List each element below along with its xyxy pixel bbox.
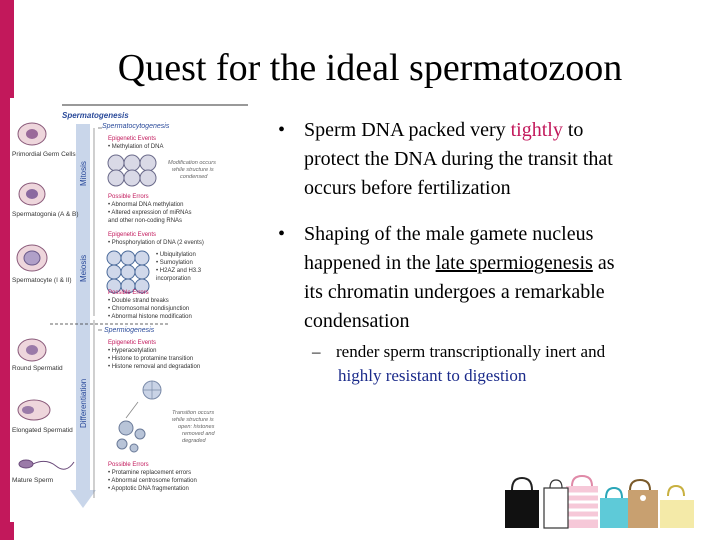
note-1-line-2: while structure is	[172, 167, 214, 173]
bullet-2-line-1	[278, 220, 614, 249]
cell-spermatogonia	[19, 183, 45, 205]
bullet-dot-icon: •	[278, 119, 286, 141]
stage-label-primordial: Primordial Germ Cells	[12, 151, 76, 158]
cyan-bag-icon	[600, 488, 628, 528]
sub-bullet-line-2: highly resistant to digestion	[338, 366, 527, 385]
phase-label-mitosis: Mitosis	[79, 161, 88, 186]
note-1-line-1: Modification occurs	[168, 160, 216, 166]
sub-bullet-text-1: render sperm transcriptionally inert and	[336, 342, 606, 361]
bullet-dot-icon: •	[278, 223, 286, 245]
chromatin-transition	[117, 381, 161, 452]
stage-label-spermatocyte: Spermatocyte (I & II)	[12, 277, 72, 284]
section-spermiogenesis: Spermiogenesis	[104, 327, 155, 334]
bullet-1-line-2: protect the DNA during the transit that	[304, 148, 613, 170]
sub-bullet-line-1	[278, 340, 605, 364]
brown-bag-icon	[628, 480, 658, 528]
bullet-1-line-1	[278, 116, 613, 145]
shopping-bags-decoration	[500, 472, 702, 534]
note-2-line-2: while structure is	[172, 417, 214, 423]
cell-spermatocyte	[17, 245, 47, 271]
bullet-2-line-3: its chromatin undergoes a remarkable	[304, 281, 605, 303]
cell-round-spermatid	[18, 339, 46, 361]
possible-errors-2-item-1: • Double strand breaks	[108, 298, 169, 304]
note-1-line-3: condensed	[180, 174, 208, 180]
bullet-1-highlight: tightly	[510, 119, 563, 141]
black-bag-icon	[505, 478, 539, 528]
possible-errors-2-item-2: • Chromosomal nondisjunction	[108, 306, 190, 312]
epigenetic-events-3-item-3: • Histone removal and degradation	[108, 364, 201, 370]
chromatin-cluster-1	[108, 155, 156, 186]
epigenetic-events-2-item-1: • Phosphorylation of DNA (2 events)	[108, 240, 204, 246]
bullet-2-line-4: condensation	[304, 310, 410, 332]
stage-label-mature-sperm: Mature Sperm	[12, 477, 54, 484]
figure-header: Spermatogenesis	[62, 111, 129, 120]
bullet-2	[278, 220, 614, 336]
note-2-line-1: Transition occurs	[172, 410, 215, 416]
pink-bag-icon	[566, 476, 598, 528]
epigenetic-events-3-item-1: • Hyperacetylation	[108, 348, 157, 354]
bullet-1	[278, 116, 613, 203]
yellow-bag-icon	[660, 486, 694, 528]
note-2-line-5: degraded	[182, 438, 206, 444]
epigenetic-events-2-item-4: • H2AZ and H3.3	[156, 268, 202, 274]
bullet-2-text: Shaping of the male gamete nucleus	[304, 223, 594, 245]
bullet-2-underlined: late spermiogenesis	[435, 252, 593, 274]
bullet-2-line-2	[278, 249, 614, 278]
epigenetic-events-3-item-2: • Histone to protamine transition	[108, 356, 194, 362]
possible-errors-3-item-3: • Apoptotic DNA fragmentation	[108, 486, 189, 492]
phase-arrow-head	[70, 490, 96, 508]
chromatin-cluster-2	[107, 251, 149, 293]
dash-icon: –	[312, 342, 321, 361]
cell-elongated-spermatid	[18, 400, 50, 420]
possible-errors-1-item-2: • Altered expression of miRNAs	[108, 210, 192, 216]
note-2-line-4: removed and	[182, 431, 215, 437]
epigenetic-events-3-title: Epigenetic Events	[108, 340, 157, 346]
possible-errors-3-title: Possible Errors	[108, 462, 149, 468]
possible-errors-1-item-1: • Abnormal DNA methylation	[108, 202, 184, 208]
possible-errors-2-title: Possible Errors	[108, 290, 149, 296]
epigenetic-events-1-item: • Methylation of DNA	[108, 144, 164, 150]
stage-label-elongated-spermatid: Elongated Spermatid	[12, 427, 73, 434]
stage-label-round-spermatid: Round Spermatid	[12, 365, 63, 372]
bullet-2-line-2-end: as	[592, 252, 615, 274]
section-spermatocytogenesis: Spermatocytogenesis	[102, 123, 170, 130]
cell-primordial-germ-cells	[18, 123, 46, 145]
epigenetic-events-2-item-5: incorporation	[156, 276, 191, 282]
note-2-line-3: open: histones	[178, 424, 215, 430]
phase-label-differentiation: Differentiation	[79, 378, 88, 428]
epigenetic-events-2-item-3: • Sumoylation	[156, 260, 193, 266]
possible-errors-2-item-3: • Abnormal histone modification	[108, 314, 192, 320]
bullet-1-text-end: to	[562, 119, 584, 141]
bullet-2-line-2-start: happened in the	[304, 252, 436, 274]
epigenetic-events-2-title: Epigenetic Events	[108, 232, 157, 238]
possible-errors-1-title: Possible Errors	[108, 194, 149, 200]
possible-errors-3-item-1: • Protamine replacement errors	[108, 470, 192, 476]
white-bag-icon	[544, 488, 568, 528]
epigenetic-events-2-item-2: • Ubiquitylation	[156, 252, 196, 258]
spermatogenesis-figure	[10, 98, 248, 522]
phase-label-meiosis: Meiosis	[79, 254, 88, 282]
possible-errors-3-item-2: • Abnormal centrosome formation	[108, 478, 197, 484]
bullet-1-line-3: occurs before fertilization	[304, 177, 511, 199]
possible-errors-1-item-3: and other non-coding RNAs	[108, 218, 183, 224]
sub-bullet	[278, 340, 605, 388]
slide-title: Quest for the ideal spermatozoon	[117, 47, 623, 89]
cell-mature-sperm	[19, 460, 74, 469]
stage-label-spermatogonia: Spermatogonia (A & B)	[12, 211, 79, 218]
epigenetic-events-1-title: Epigenetic Events	[108, 136, 157, 142]
bullet-1-text-start: Sperm DNA packed very	[304, 119, 511, 141]
